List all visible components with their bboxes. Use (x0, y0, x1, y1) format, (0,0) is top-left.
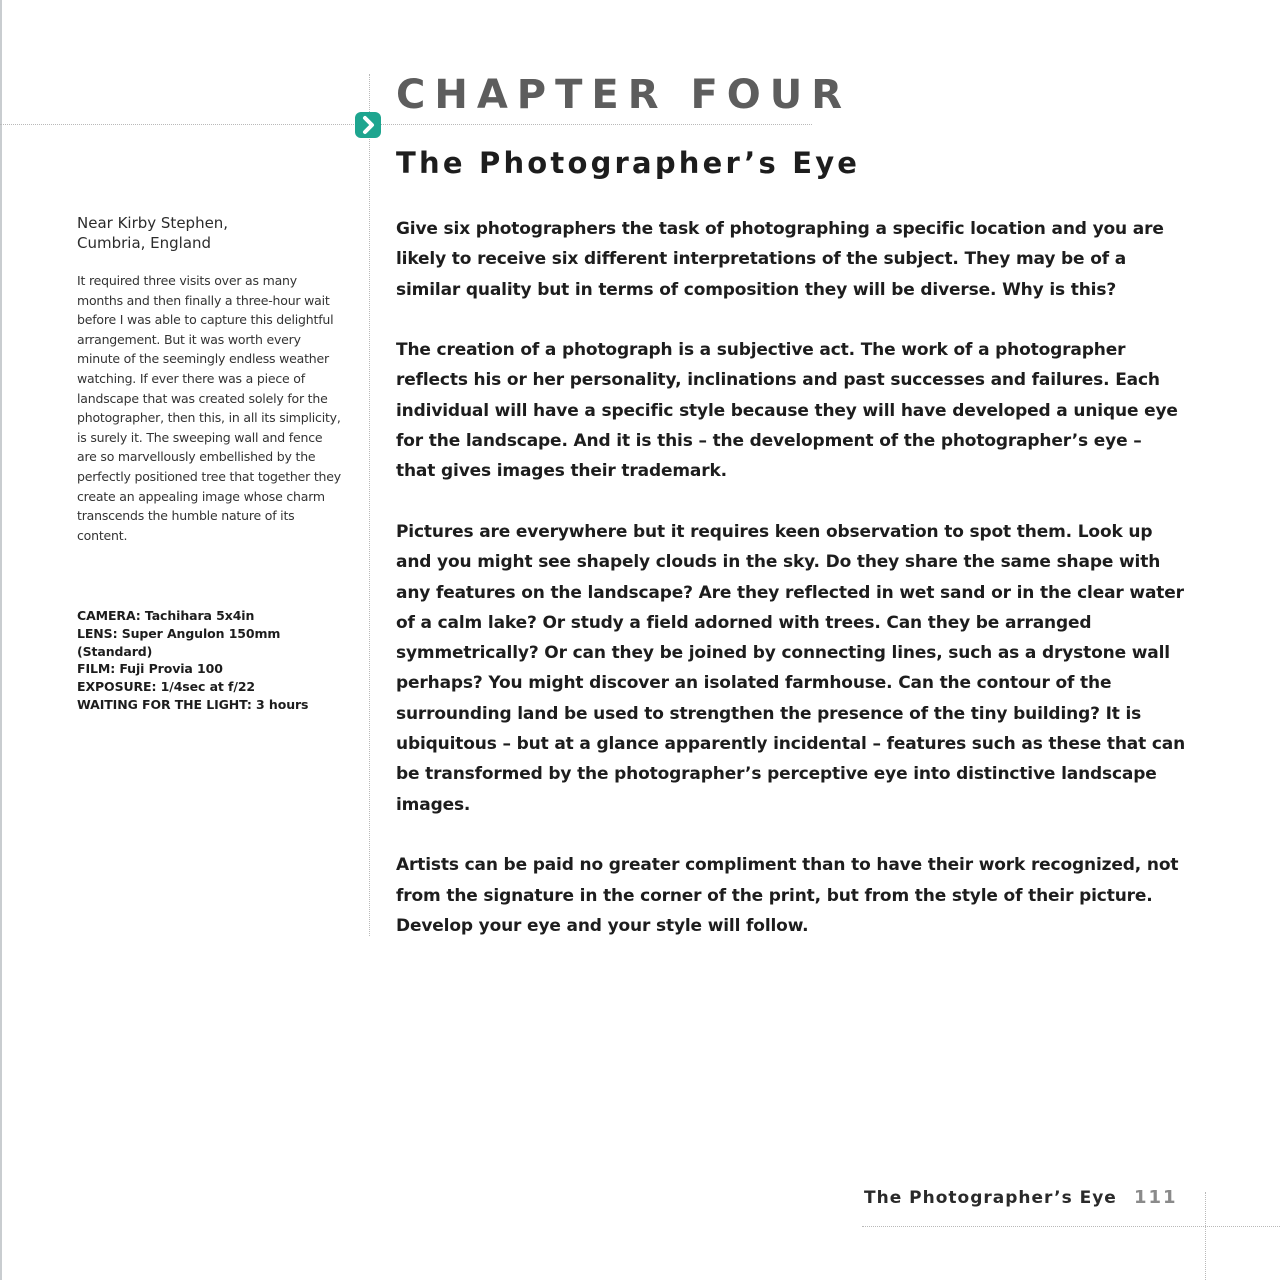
body-paragraph: Pictures are everywhere but it requires keen observation to spot them. Look up and you might see shapely clouds in the sky. Do they share the same shape with any features on the landscape? Are they reflected in wet sand or in the clear water of a calm lake? Or study a field adorned with trees. Can they be arranged symmetrically? Or can they be joined by connecting lines, such as a drystone wall perhaps? You might discover an isolated farmhouse. Can the contour of the surrounding land be used to strengthen the presence of the tiny building? It is ubiquitous – but at a glance apparently incidental – features such as these that can be transformed by the photographer’s perceptive eye into distinctive landscape images. (396, 521, 1186, 815)
caption-body: It required three visits over as many months and then finally a three-hour wait before I was able to capture this delightful arrangement. But it was worth every minute of the seemingly endless weather watching. If ever there was a piece of landscape that was created solely for the photographer, then this, in all its simplicity, is surely it. The sweeping wall and fence are so marvellously embellished by the perfectly positioned tree that together they create an appealing image whose charm transcends the humble nature of its content. (77, 273, 341, 543)
column-rule (369, 74, 370, 936)
body-paragraph: Artists can be paid no greater compliment than to have their work recognized, not from the signature in the corner of the print, but from the style of their picture. Develop your eye and your style will follow. (396, 855, 1179, 936)
header-rule (0, 124, 812, 125)
chapter-body (396, 214, 1186, 971)
footer-vertical-rule (1205, 1192, 1206, 1280)
running-footer-title: The Photographer’s Eye (864, 1188, 1117, 1208)
chevron-right-icon (355, 112, 381, 138)
caption-location-line2: Cumbria, England (77, 234, 212, 252)
spec-camera: CAMERA: Tachihara 5x4in (77, 608, 255, 624)
spec-lens-note: (Standard) (77, 643, 153, 659)
caption-location (77, 213, 345, 253)
body-paragraph: The creation of a photograph is a subjective act. The work of a photographer reflects his or her personality, inclinations and past successes and failures. Each individual will have a specific style because they will have developed a unique eye for the landscape. And it is this – the development of the photographer’s eye – that gives images their trademark. (396, 340, 1178, 482)
body-paragraph: Give six photographers the task of photographing a specific location and you are likely to receive six different interpretations of the subject. They may be of a similar quality but in terms of composition they will be diverse. Why is this? (396, 219, 1164, 300)
page-edge-divider (0, 0, 2, 1280)
spec-film: FILM: Fuji Provia 100 (77, 661, 223, 677)
spec-exposure: EXPOSURE: 1/4sec at f/22 (77, 679, 256, 695)
caption-location-line1: Near Kirby Stephen, (77, 214, 229, 232)
chapter-label: CHAPTER FOUR (396, 72, 852, 118)
page-number: 111 (1134, 1187, 1178, 1208)
spec-waiting: WAITING FOR THE LIGHT: 3 hours (77, 696, 309, 712)
spec-lens: LENS: Super Angulon 150mm (77, 626, 281, 642)
footer-rule (862, 1226, 1280, 1227)
photo-caption-sidebar (77, 213, 345, 714)
chapter-title: The Photographer’s Eye (396, 146, 861, 180)
technical-specs (77, 607, 345, 713)
